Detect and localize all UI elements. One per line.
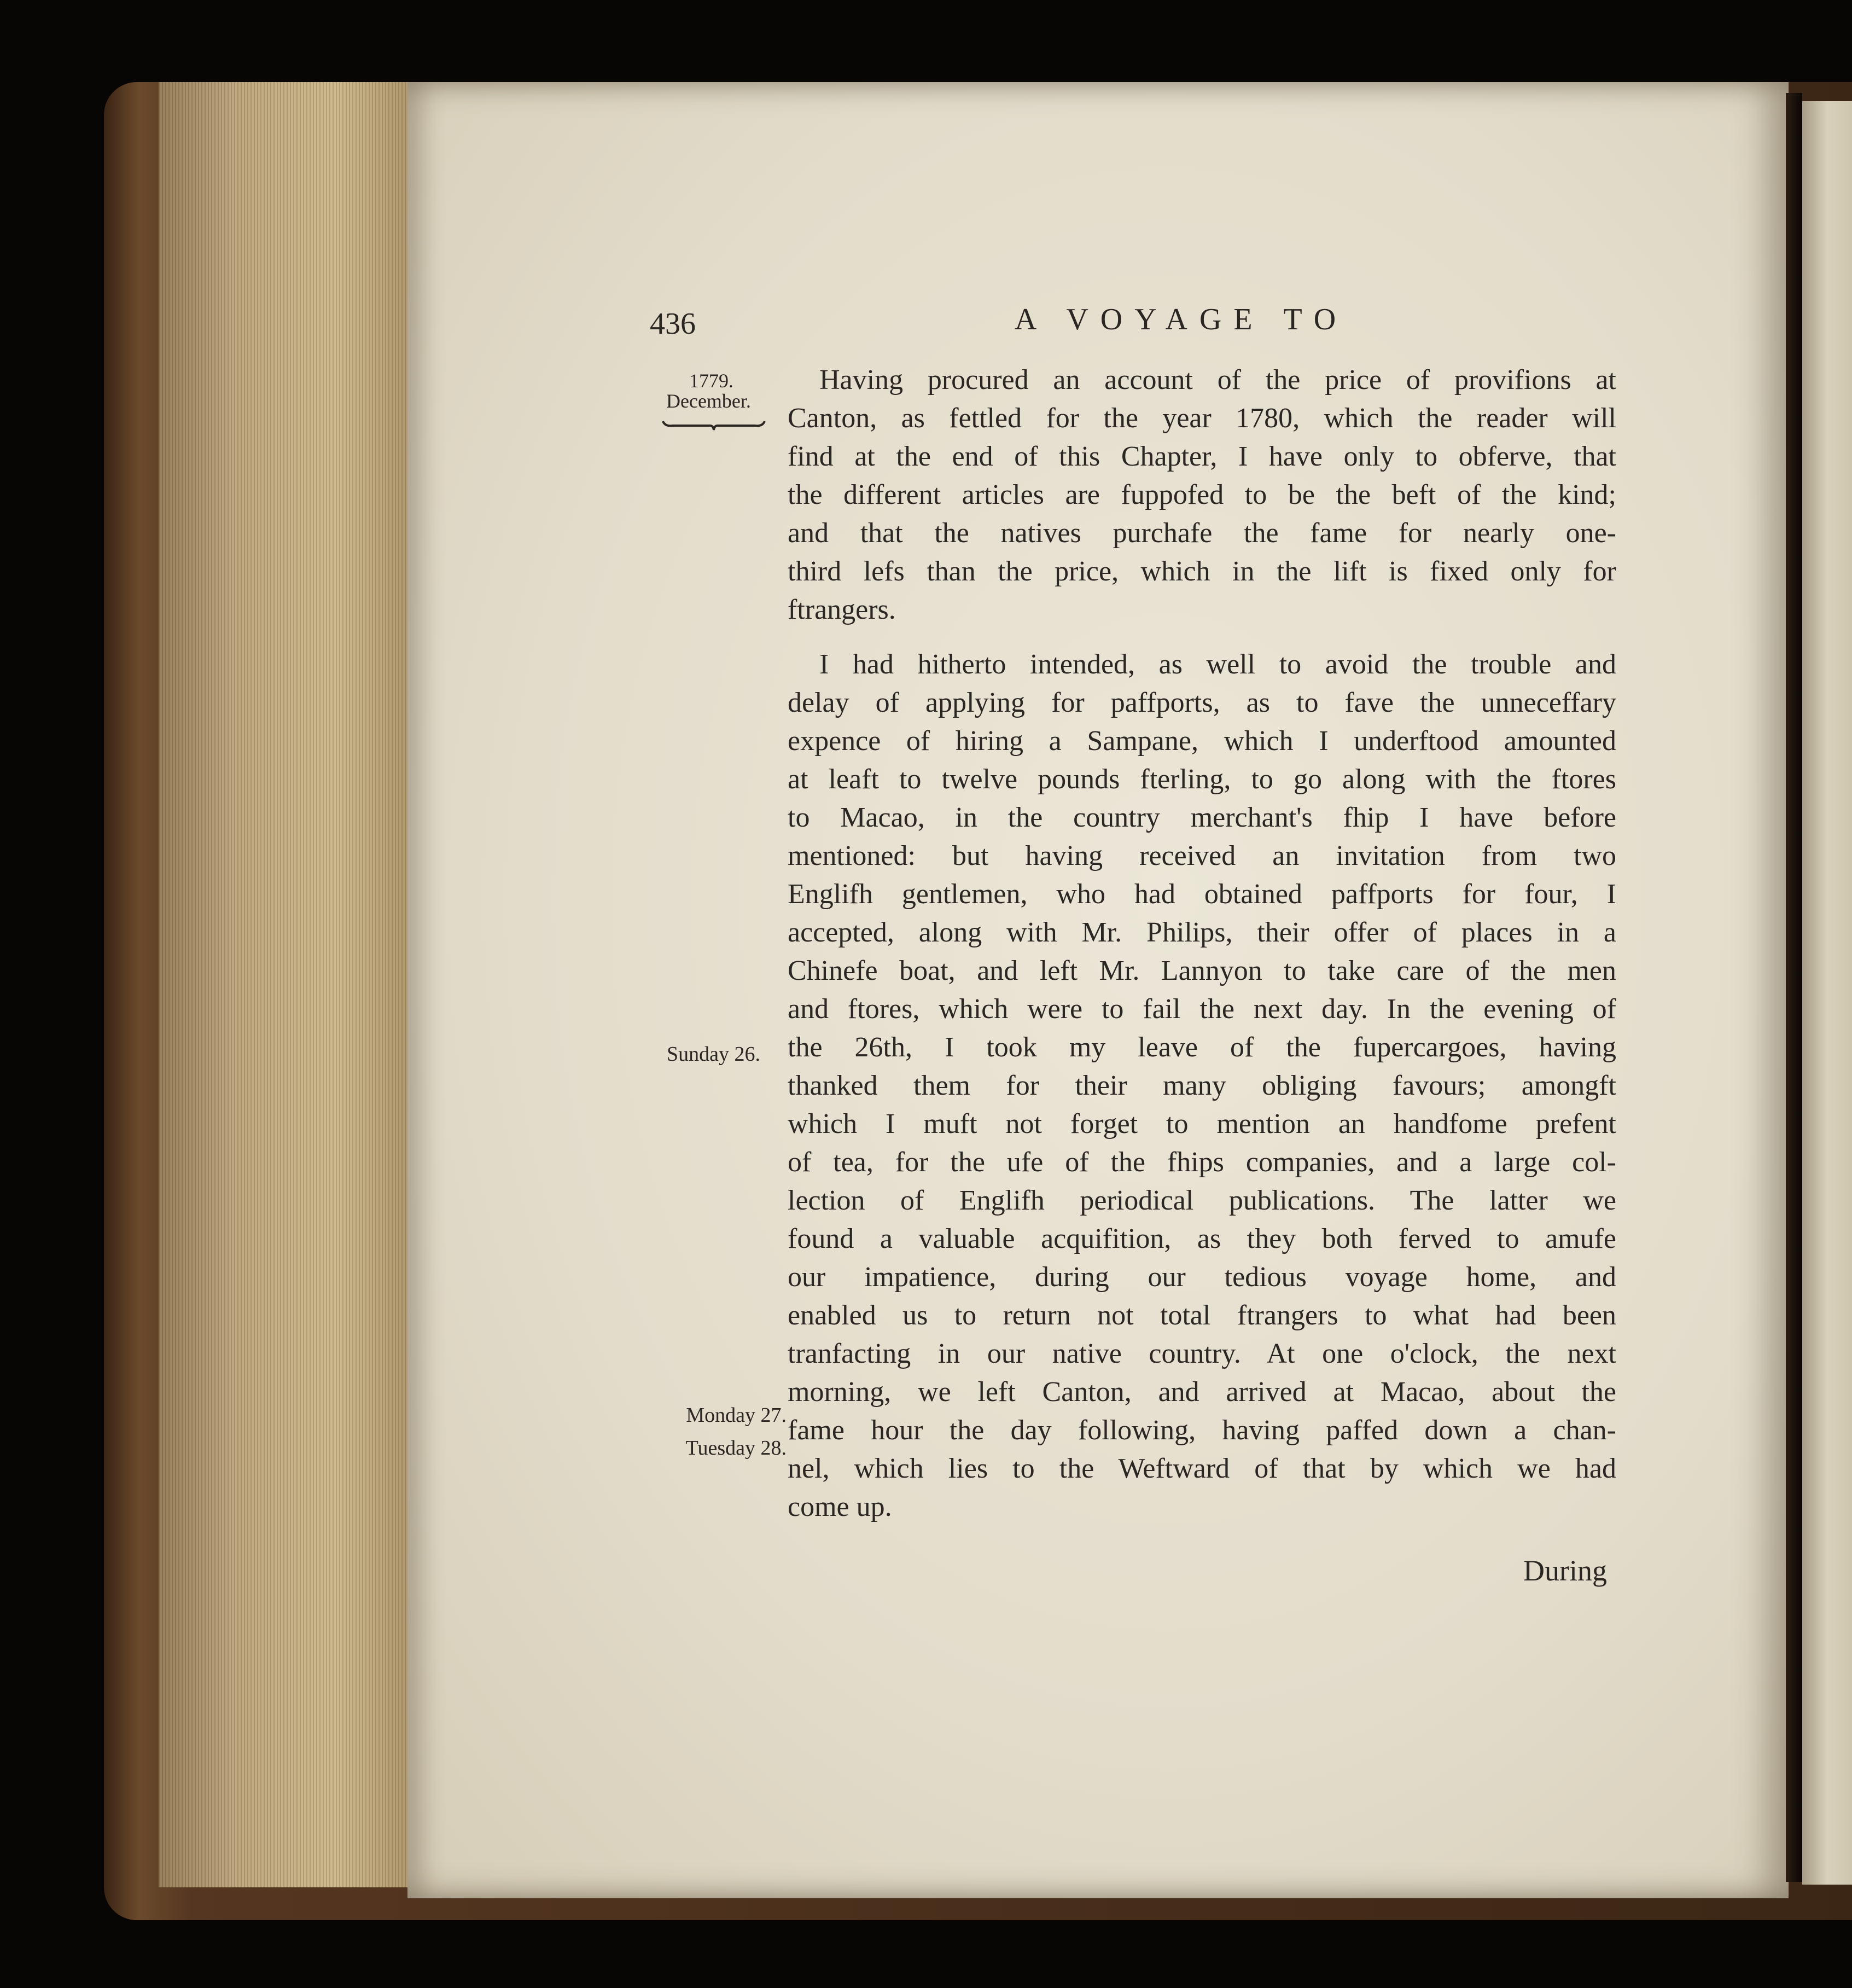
paragraph-departure: [788, 646, 1616, 1526]
text-line: and that the natives purchafe the fame for nearly one-: [788, 518, 1616, 549]
text-line: come up.: [788, 1491, 892, 1522]
text-line: I had hitherto intended, as well to avoid the trouble and: [819, 649, 1616, 680]
text-line: expence of hiring a Sampane, which I underftood amounted: [788, 725, 1616, 757]
catchword: During: [1523, 1554, 1607, 1587]
marginal-month: December.: [666, 390, 751, 412]
page-fore-edge: [159, 82, 410, 1887]
text-line: ftrangers.: [788, 594, 896, 625]
running-head: A VOYAGE TO: [1015, 303, 1348, 336]
text-line: our impatience, during our tedious voyage home, and: [788, 1262, 1616, 1293]
text-line: lection of Englifh periodical publications. The latter we: [788, 1185, 1616, 1216]
text-line: mentioned: but having received an invitation from two: [788, 840, 1616, 871]
text-line: Chinefe boat, and left Mr. Lannyon to take care of the men: [788, 955, 1616, 986]
text-line: of tea, for the ufe of the fhips companies, and a large col-: [788, 1147, 1616, 1178]
text-line: find at the end of this Chapter, I have only to obferve, that: [788, 441, 1616, 472]
text-line: morning, we left Canton, and arrived at Macao, about the: [788, 1376, 1616, 1408]
text-line: Englifh gentlemen, who had obtained paffports for four, I: [788, 879, 1616, 910]
facing-page-edge: [1802, 101, 1852, 1885]
text-line: found a valuable acquifition, as they both ferved to amufe: [788, 1223, 1616, 1254]
marginal-brace-icon: [662, 419, 766, 431]
text-line: nel, which lies to the Weftward of that by which we had: [788, 1453, 1616, 1484]
text-line: the different articles are fuppofed to be the beft of the kind;: [788, 479, 1616, 510]
book-gutter: [1786, 93, 1802, 1882]
page-number: 436: [650, 307, 696, 341]
text-line: at leaft to twelve pounds fterling, to go along with the ftores: [788, 764, 1616, 795]
text-line: delay of applying for paffports, as to fave the unneceffary: [788, 687, 1616, 718]
text-line: thanked them for their many obliging favours; amongft: [788, 1070, 1616, 1101]
text-line: to Macao, in the country merchant's fhip I have before: [788, 802, 1616, 833]
marginal-date-sunday: Sunday 26.: [667, 1043, 760, 1066]
marginal-year: 1779.: [689, 370, 733, 392]
text-line: fame hour the day following, having paffed down a chan-: [788, 1415, 1616, 1446]
text-line: accepted, along with Mr. Philips, their offer of places in a: [788, 917, 1616, 948]
text-line: Canton, as fettled for the year 1780, which the reader will: [788, 403, 1616, 434]
marginal-date-tuesday: Tuesday 28.: [685, 1437, 787, 1460]
paragraph-provisions: [788, 361, 1616, 629]
text-line: and ftores, which were to fail the next day. In the evening of: [788, 993, 1616, 1025]
text-line: enabled us to return not total ftrangers to what had been: [788, 1300, 1616, 1331]
text-line: the 26th, I took my leave of the fupercargoes, having: [788, 1032, 1616, 1063]
text-line: tranfacting in our native country. At one o'clock, the next: [788, 1338, 1616, 1369]
text-line: third lefs than the price, which in the lift is fixed only for: [788, 556, 1616, 587]
text-line: which I muft not forget to mention an handfome prefent: [788, 1108, 1616, 1140]
text-line: Having procured an account of the price of provifions at: [819, 364, 1616, 396]
marginal-date-monday: Monday 27.: [686, 1404, 787, 1427]
